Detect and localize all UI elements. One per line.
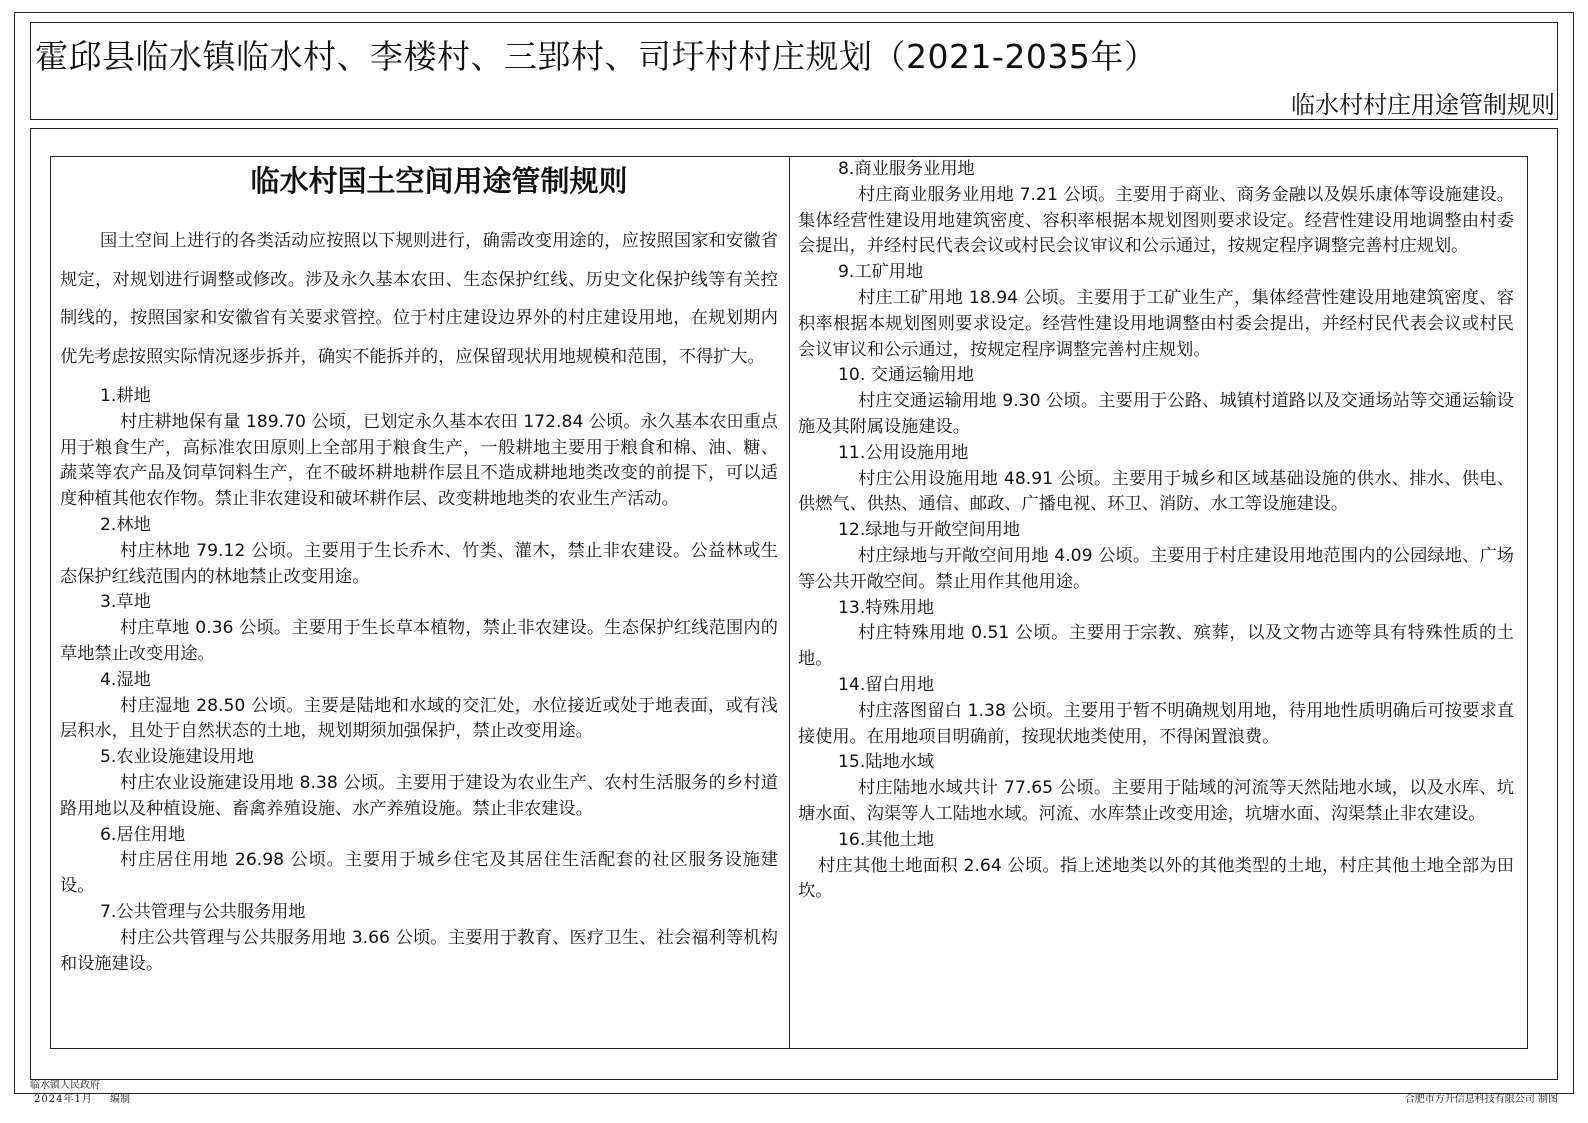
section-title: 1.耕地 xyxy=(100,386,151,406)
section-title: 10. 交通运输用地 xyxy=(838,365,974,386)
section-body: 村庄特殊用地 0.51 公顷。主要用于宗教、殡葬，以及文物古迹等具有特殊性质的土地。 xyxy=(798,623,1514,670)
section-title: 5.农业设施建设用地 xyxy=(100,747,254,768)
document-heading: 临水村国土空间用途管制规则 xyxy=(250,164,628,198)
section-title: 15.陆地水域 xyxy=(838,752,935,773)
section-title: 12.绿地与开敞空间用地 xyxy=(838,520,1021,541)
title-box xyxy=(30,22,1558,120)
section-title: 8.商业服务业用地 xyxy=(838,159,975,179)
section-body: 村庄耕地保有量 189.70 公顷，已划定永久基本农田 172.84 公顷。永久基本农田重点用于粮食生产，高标准农田原则上全部用于粮食生产，一般耕地主要用于粮食和棉、油、糖、蔬菜等农产品及饲草饲料生产，在不破坏耕地耕作层且不造成耕地地类改变的前提下，可以适度种植其他农作物。禁止非农建设和破坏耕作层、改变耕地地类的农业生产活动。 xyxy=(60,411,778,510)
section-body: 村庄落图留白 1.38 公顷。主要用于暂不明确规划用地，待用地性质明确后可按要求直接使用。在用地项目明确前，按现状地类使用，不得闲置浪费。 xyxy=(798,700,1514,747)
section-title: 2.林地 xyxy=(100,514,151,535)
section-title: 14.留白用地 xyxy=(838,674,935,695)
section-title: 7.公共管理与公共服务用地 xyxy=(100,901,306,922)
section-body: 村庄商业服务业用地 7.21 公顷。主要用于商业、商务金融以及娱乐康体等设施建设。集体经营性建设用地建筑密度、容积率根据本规划图则要求设定。经营性建设用地调整由村委会提出，并经村民代表会议或村民会议审议和公示通过，按规定程序调整完善村庄规划。 xyxy=(798,184,1514,257)
section-body: 村庄交通运输用地 9.30 公顷。主要用于公路、城镇村道路以及交通场站等交通运输设施及其附属设施建设。 xyxy=(798,391,1514,437)
section-body: 村庄林地 79.12 公顷。主要用于生长乔木、竹类、灌木，禁止非农建设。公益林或生态保护红线范围内的林地禁止改变用途。 xyxy=(60,540,778,587)
section-title: 3.草地 xyxy=(100,592,151,613)
section-body: 村庄陆地水域共计 77.65 公顷。主要用于陆域的河流等天然陆地水域，以及水库、坑塘水面、沟渠等人工陆地水域。河流、水库禁止改变用途，坑塘水面、沟渠禁止非农建设。 xyxy=(798,778,1514,824)
page-subtitle: 临水村村庄用途管制规则 xyxy=(1291,91,1555,119)
footer-date: 2024年1月 xyxy=(34,1094,93,1105)
section-body: 村庄其他土地面积 2.64 公顷。指上述地类以外的其他类型的土地，村庄其他土地全部为田坎。 xyxy=(798,855,1514,902)
section-body: 村庄绿地与开敞空间用地 4.09 公顷。主要用于村庄建设用地范围内的公园绿地、广场等公共开敞空间。禁止用作其他用途。 xyxy=(798,545,1514,592)
section-title: 9.工矿用地 xyxy=(838,262,924,283)
section-body: 村庄湿地 28.50 公顷。主要是陆地和水域的交汇处，水位接近或处于地表面，或有浅层积水，且处于自然状态的土地，规划期须加强保护，禁止改变用途。 xyxy=(60,695,778,742)
right-sections xyxy=(798,157,1514,905)
left-sections xyxy=(60,384,778,977)
footer-org: 临水镇人民政府 xyxy=(30,1080,100,1091)
footer-maker: 合肥市方升信息科技有限公司 制图 xyxy=(1404,1094,1558,1105)
footer-org-block xyxy=(30,1079,100,1107)
section-title: 13.特殊用地 xyxy=(838,597,935,618)
section-body: 村庄工矿用地 18.94 公顷。主要用于工矿业生产，集体经营性建设用地建筑密度、容积率根据本规划图则要求设定。经营性建设用地调整由村委会提出，并经村民代表会议或村民会议审议和公示通过，按规定程序调整完善村庄规划。 xyxy=(798,287,1514,360)
section-body: 村庄草地 0.36 公顷。主要用于生长草本植物，禁止非农建设。生态保护红线范围内的草地禁止改变用途。 xyxy=(60,618,778,664)
section-title: 11.公用设施用地 xyxy=(838,442,969,463)
section-title: 4.湿地 xyxy=(100,669,151,690)
page-title: 霍邱县临水镇临水村、李楼村、三郢村、司圩村村庄规划（2021-2035年） xyxy=(35,37,1158,76)
footer-compiled: 编制 xyxy=(110,1094,130,1105)
section-body: 村庄居住用地 26.98 公顷。主要用于城乡住宅及其居住生活配套的社区服务设施建设。 xyxy=(60,850,778,897)
section-body: 村庄公共管理与公共服务用地 3.66 公顷。主要用于教育、医疗卫生、社会福利等机构和设施建设。 xyxy=(60,927,778,974)
section-body: 村庄公用设施用地 48.91 公顷。主要用于城乡和区域基础设施的供水、排水、供电、供燃气、供热、通信、邮政、广播电视、环卫、消防、水工等设施建设。 xyxy=(798,468,1514,515)
intro-paragraph: 国土空间上进行的各类活动应按照以下规则进行，确需改变用途的，应按照国家和安徽省规定，对规划进行调整或修改。涉及永久基本农田、生态保护红线、历史文化保护线等有关控制线的，按照国家和安徽省有关要求管控。位于村庄建设边界外的村庄建设用地，在规划期内优先考虑按照实际情况逐步拆并，确实不能拆并的，应保留现状用地规模和范围，不得扩大。 xyxy=(60,231,778,367)
section-title: 16.其他土地 xyxy=(838,829,935,850)
right-column xyxy=(798,157,1514,905)
column-divider xyxy=(789,156,790,1049)
section-title: 6.居住用地 xyxy=(100,824,186,845)
section-body: 村庄农业设施建设用地 8.38 公顷。主要用于建设为农业生产、农村生活服务的乡村道路用地以及种植设施、畜禽养殖设施、水产养殖设施。禁止非农建设。 xyxy=(60,772,778,819)
left-column xyxy=(60,157,778,977)
